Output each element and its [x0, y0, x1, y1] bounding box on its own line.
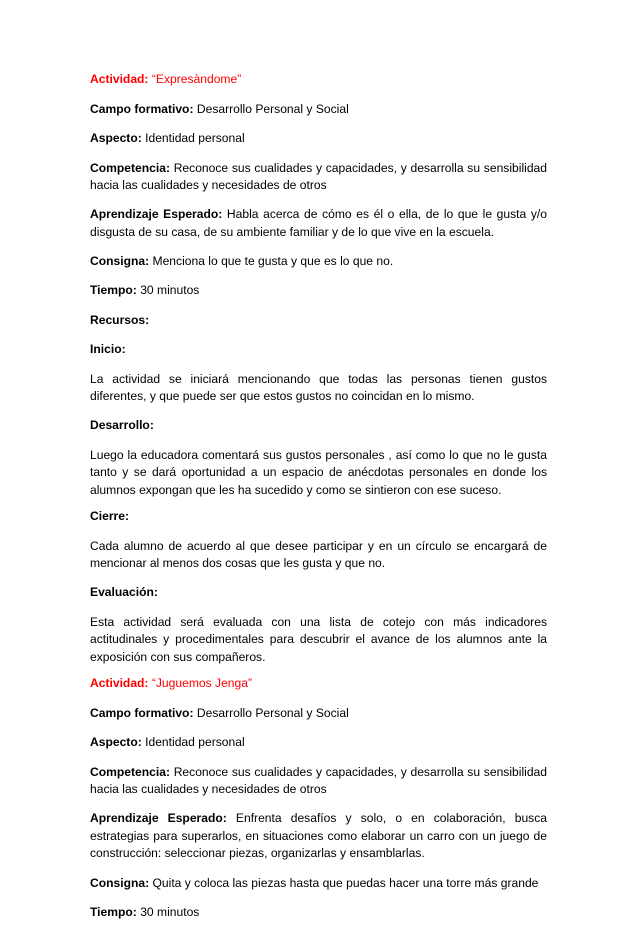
- cierre-text: Cada alumno de acuerdo al que desee participar y en un círculo se encargará de mencionar al menos dos cosas que les gusta y que no.: [90, 538, 547, 571]
- inicio-heading: [90, 341, 547, 359]
- inicio-text: La actividad se iniciará mencionando que todas las personas tienen gustos diferentes, y que puede ser que estos gustos no coincidan en lo mismo.: [90, 371, 547, 404]
- consigna: [90, 875, 547, 893]
- competencia-label: Competencia:: [90, 160, 170, 175]
- competencia-value: Reconoce sus cualidades y capacidades, y desarrolla su sensibilidad hacia las cualidades y necesidades de otros: [90, 160, 547, 192]
- tiempo-label: Tiempo:: [90, 905, 137, 920]
- aprendizaje-label: Aprendizaje Esperado:: [90, 811, 227, 826]
- activity-label: Actividad:: [90, 72, 149, 86]
- aspecto-label: Aspecto:: [90, 131, 142, 145]
- activity-title: [90, 71, 547, 89]
- aspecto-value: Identidad personal: [145, 735, 245, 750]
- aprendizaje-label: Aprendizaje Esperado:: [90, 207, 223, 222]
- desarrollo-heading: [90, 417, 547, 435]
- activity-title: [90, 675, 547, 693]
- activity-name: “Expresàndome”: [151, 72, 242, 86]
- aprendizaje-esperado: [90, 810, 547, 863]
- document-page: [90, 71, 547, 934]
- activity-label: Actividad:: [90, 676, 149, 691]
- evaluacion-text: Esta actividad será evaluada con una lista de cotejo con más indicadores actitudinales y procedimentales para descubrir el avance de los alumnos ante la exposición con sus compañeros.: [90, 614, 547, 664]
- competencia-label: Competencia:: [90, 764, 170, 779]
- tiempo-label: Tiempo:: [90, 283, 137, 298]
- desarrollo-label: Desarrollo:: [90, 418, 154, 433]
- tiempo: [90, 282, 547, 300]
- campo-label: Campo formativo:: [90, 101, 194, 116]
- inicio-label: Inicio:: [90, 342, 126, 357]
- aspecto-value: Identidad personal: [145, 131, 245, 145]
- recursos: [90, 312, 547, 330]
- evaluacion-label: Evaluación:: [90, 585, 158, 600]
- consigna-label: Consigna:: [90, 875, 150, 890]
- campo-formativo: [90, 705, 547, 723]
- aprendizaje-value: Habla acerca de cómo es él o ella, de lo que le gusta y/o disgusta de su casa, de su ambiente familiar y de lo que vive en la escuela.: [90, 207, 547, 239]
- recursos-label: Recursos:: [90, 312, 150, 327]
- aspecto-label: Aspecto:: [90, 735, 142, 750]
- competencia: [90, 160, 547, 195]
- consigna-value: Menciona lo que te gusta y que es lo que no.: [152, 253, 394, 268]
- campo-label: Campo formativo:: [90, 705, 194, 720]
- cierre-label: Cierre:: [90, 509, 129, 524]
- tiempo-value: 30 minutos: [140, 283, 200, 298]
- competencia-value: Reconoce sus cualidades y capacidades, y desarrolla su sensibilidad hacia las cualidades y necesidades de otros: [90, 764, 547, 797]
- campo-value: Desarrollo Personal y Social: [196, 705, 349, 720]
- aspecto: [90, 734, 547, 752]
- activity-name: “Juguemos Jenga”: [151, 676, 253, 691]
- aprendizaje-value: Enfrenta desafíos y solo, o en colaboración, busca estrategias para superarlos, en situaciones como elaborar un carro con un juego de construcción: seleccionar piezas, organizarlas y ensamblarlas.: [90, 811, 547, 861]
- evaluacion-heading: [90, 584, 547, 602]
- consigna-label: Consigna:: [90, 253, 150, 268]
- aprendizaje-esperado: [90, 206, 547, 241]
- campo-formativo: [90, 101, 547, 119]
- tiempo: [90, 904, 547, 922]
- desarrollo-text: Luego la educadora comentará sus gustos personales , así como lo que no le gusta tanto y se dará oportunidad a un espacio de anécdotas personales en donde los alumnos expongan que les ha sucedido y como se sintieron con ese suceso.: [90, 447, 547, 497]
- campo-value: Desarrollo Personal y Social: [196, 101, 349, 116]
- aspecto: [90, 130, 547, 148]
- competencia: [90, 764, 547, 799]
- consigna-value: Quita y coloca las piezas hasta que puedas hacer una torre más grande: [152, 875, 539, 890]
- consigna: [90, 253, 547, 271]
- cierre-heading: [90, 508, 547, 526]
- tiempo-value: 30 minutos: [140, 905, 200, 920]
